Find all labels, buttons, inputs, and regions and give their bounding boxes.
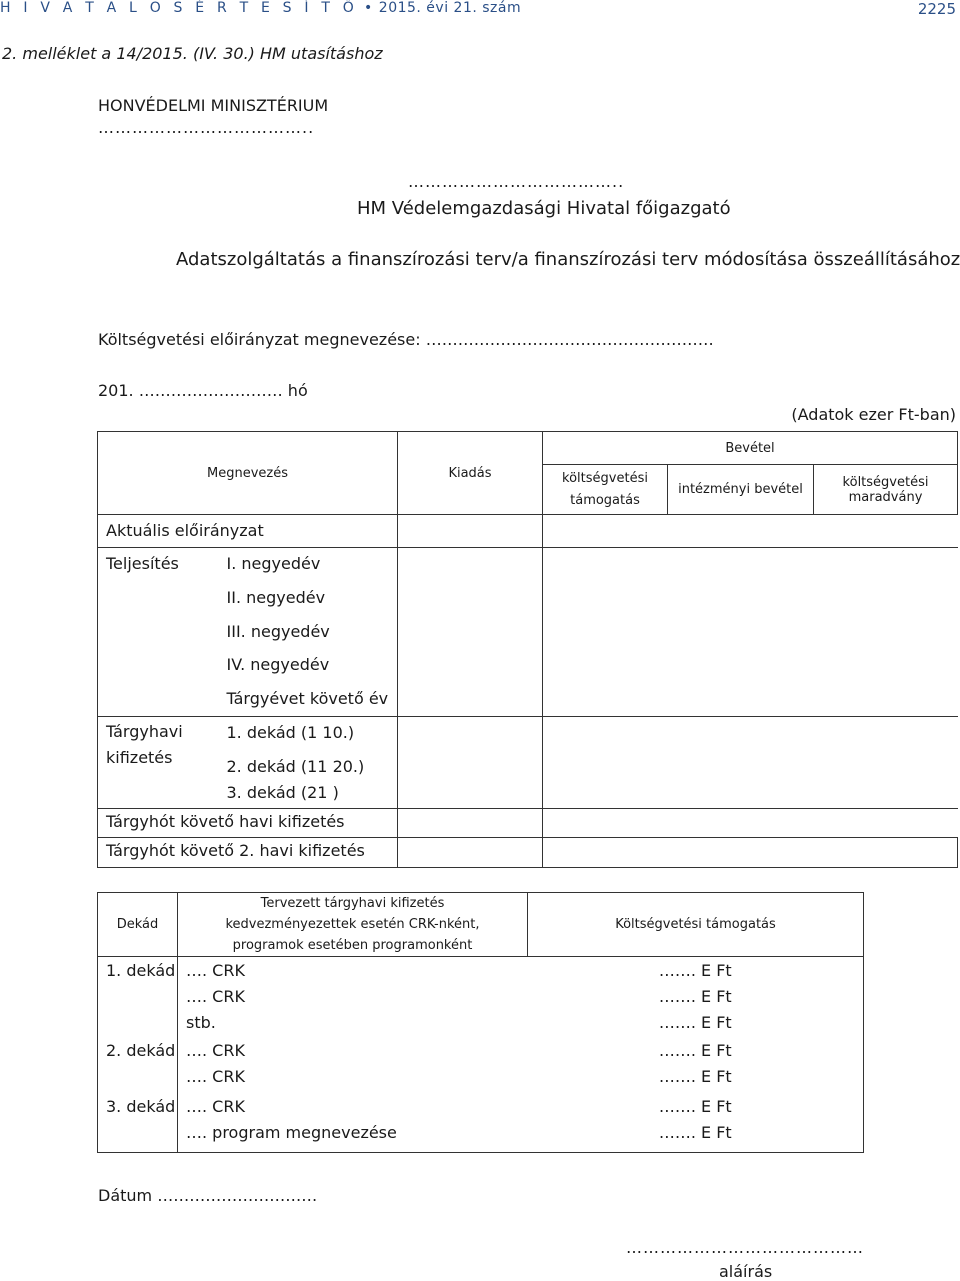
- header-planned-payment: Tervezett tárgyhavi kifizetés kedvezményezettek esetén CRK-nként, programok esetében programonként: [178, 893, 528, 957]
- header-name: Megnevezés: [98, 432, 398, 515]
- bullet-separator: •: [364, 0, 373, 16]
- running-header: [0, 0, 521, 16]
- support-amount: ……. E Ft: [528, 1037, 864, 1063]
- decade-1: 1. dekád (1 10.): [219, 717, 398, 751]
- quarter-4: IV. negyedév: [219, 649, 398, 683]
- row-monthly-payment: Tárgyhavi kifizetés: [98, 717, 219, 809]
- decade-label: [98, 1009, 178, 1037]
- unit-note: (Adatok ezer Ft-ban): [791, 405, 956, 424]
- quarter-3: III. negyedév: [219, 616, 398, 649]
- header-budget-remainder: költségvetési maradvány: [814, 465, 958, 515]
- financing-table: [97, 431, 958, 868]
- issue-label: 2015. évi 21. szám: [378, 0, 522, 16]
- planned-item: …. program megnevezése: [178, 1119, 528, 1153]
- quarter-1: I. negyedév: [219, 548, 398, 582]
- decade-label: [98, 983, 178, 1009]
- year-month-line: 201. ……………………… hó: [98, 381, 308, 400]
- support-amount: ……. E Ft: [528, 1093, 864, 1119]
- row-fulfilment: Teljesítés: [98, 548, 219, 717]
- quarter-2: II. negyedév: [219, 582, 398, 616]
- decade-payment-table: [97, 892, 864, 1153]
- support-amount: ……. E Ft: [528, 1009, 864, 1037]
- planned-item: …. CRK: [186, 986, 245, 1006]
- document-title: Adatszolgáltatás a finanszírozási terv/a finanszírozási terv módosítása összeállításához: [176, 249, 960, 270]
- planned-item: stb.: [186, 1012, 216, 1032]
- row-next-month-payment: Tárgyhót követő havi kifizetés: [98, 809, 398, 838]
- addressee: HM Védelemgazdasági Hivatal főigazgató: [357, 198, 731, 219]
- planned-item: …. CRK: [186, 1096, 245, 1116]
- planned-item: …. CRK: [186, 1066, 245, 1086]
- support-amount: ……. E Ft: [528, 983, 864, 1009]
- support-amount: ……. E Ft: [528, 957, 864, 983]
- header-expense: Kiadás: [398, 432, 543, 515]
- placeholder-dots-2: ………………………………..: [408, 172, 625, 191]
- planned-item: …. CRK: [186, 961, 245, 980]
- decade-label: [98, 1119, 178, 1153]
- header-budget-support: költségvetési támogatás: [543, 465, 668, 515]
- ministry-name: HONVÉDELMI MINISZTÉRIUM: [98, 96, 329, 115]
- support-amount: ……. E Ft: [528, 1063, 864, 1093]
- placeholder-dots-1: ………………………………..: [98, 118, 315, 137]
- decade-label: 2. dekád: [98, 1037, 178, 1063]
- appropriation-line: Költségvetési előirányzat megnevezése: ………………………………………………: [98, 330, 714, 349]
- header-budget-support: Költségvetési támogatás: [528, 893, 864, 957]
- row-current-appropriation: Aktuális előirányzat: [98, 515, 398, 548]
- publication-title: H I V A T A L O S É R T E S Í T Ő: [0, 0, 359, 16]
- header-institutional-revenue: intézményi bevétel: [668, 465, 814, 515]
- support-amount: ……. E Ft: [528, 1119, 864, 1153]
- decade-label: [98, 1063, 178, 1093]
- decade-2: 2. dekád (11 20.): [219, 751, 398, 781]
- row-second-month-payment: Tárgyhót követő 2. havi kifizetés: [98, 838, 398, 868]
- date-line: Dátum …………………………: [98, 1186, 318, 1205]
- decade-3: 3. dekád (21 ): [219, 781, 398, 809]
- header-decade: Dekád: [98, 893, 178, 957]
- planned-item: …. CRK: [186, 1040, 245, 1060]
- signature-label: aláírás: [719, 1262, 773, 1281]
- annex-reference: 2. melléklet a 14/2015. (IV. 30.) HM utasításhoz: [2, 44, 383, 63]
- decade-label: 3. dekád: [98, 1093, 178, 1119]
- following-year: Tárgyévet követő év: [219, 683, 398, 717]
- signature-dots: ……………………………………: [626, 1238, 864, 1257]
- header-revenue: Bevétel: [543, 432, 958, 465]
- decade-label: 1. dekád: [98, 957, 178, 983]
- page-number: 2225: [917, 0, 956, 18]
